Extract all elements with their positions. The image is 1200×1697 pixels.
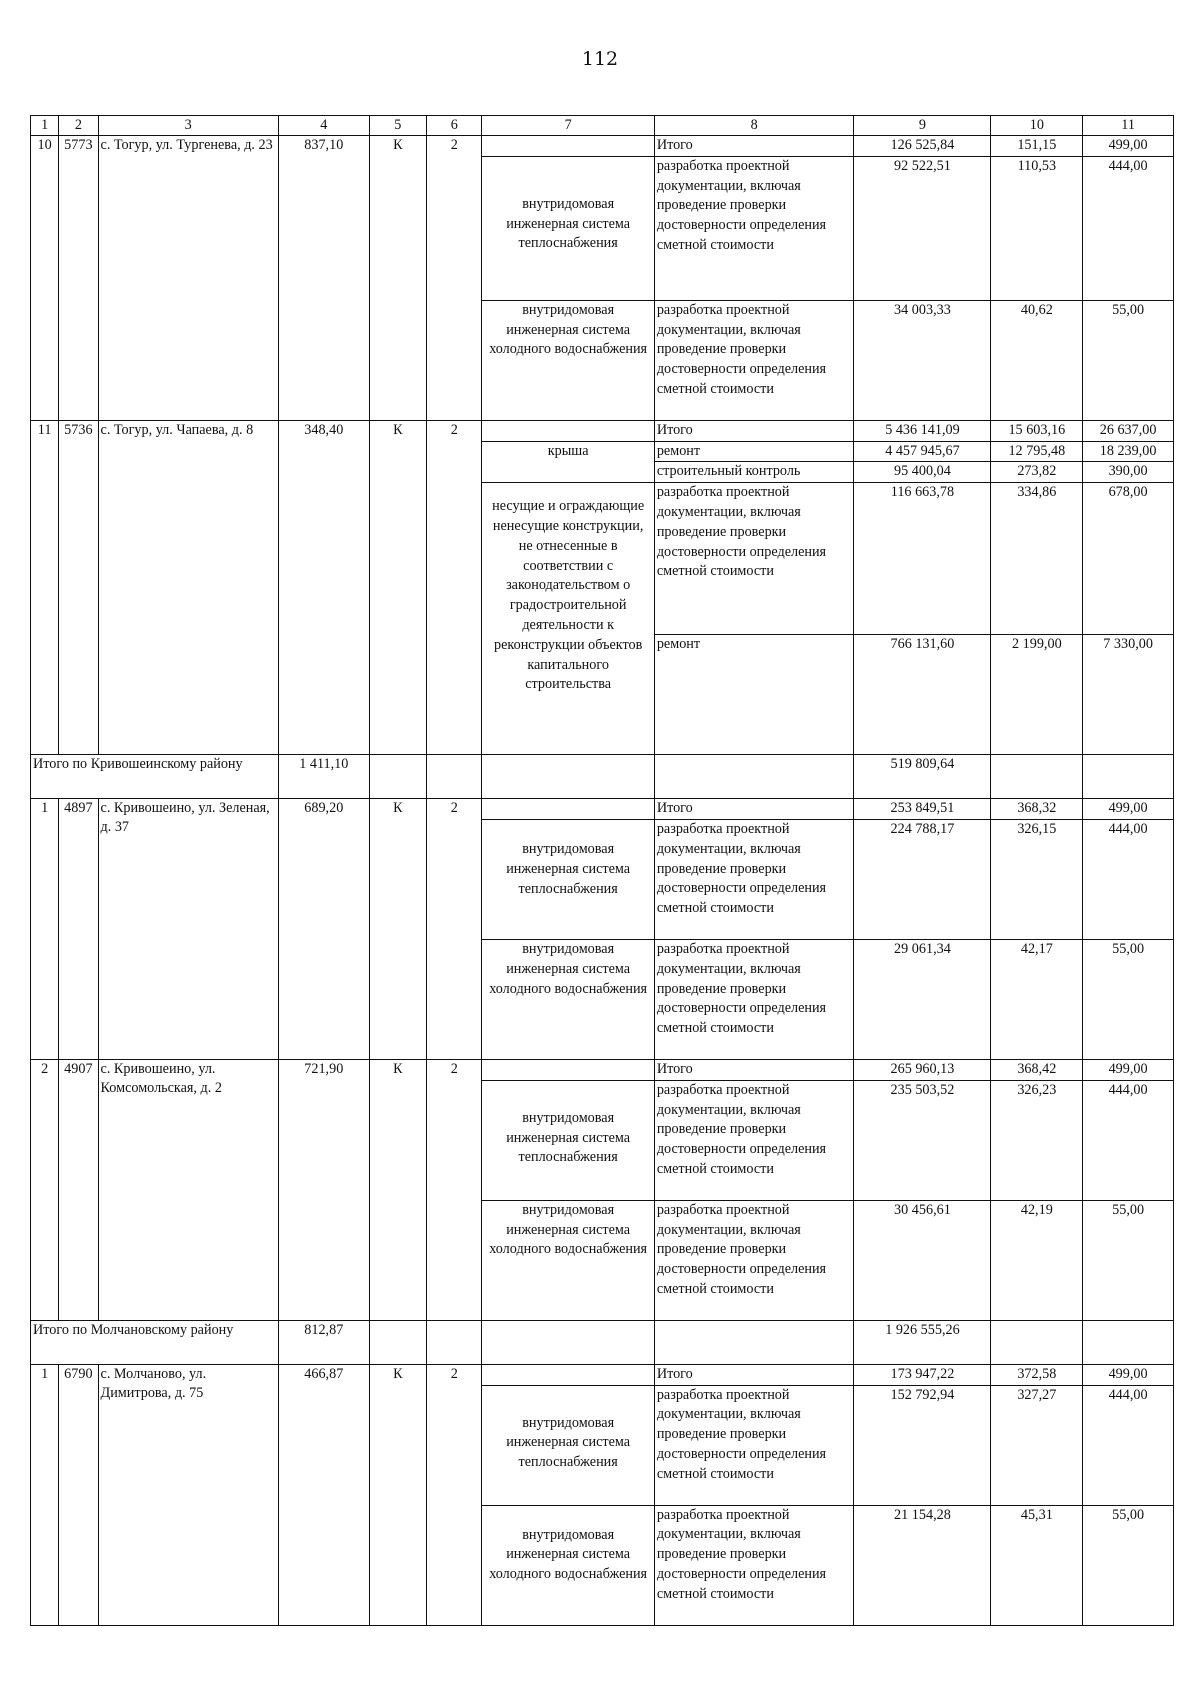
- empty-cell: [1083, 755, 1174, 799]
- cost-per-m2: 372,58: [991, 1364, 1083, 1385]
- element: внутридомовая инженерная система теплоснабжения: [482, 1080, 654, 1200]
- cost: 224 788,17: [854, 819, 991, 939]
- district-total-area: 812,87: [278, 1320, 369, 1364]
- col6-value: 2: [427, 1059, 482, 1320]
- header-row: [31, 116, 1174, 136]
- limit: 678,00: [1083, 483, 1174, 635]
- element: [482, 1364, 654, 1385]
- limit: 444,00: [1083, 819, 1174, 939]
- col-header: 11: [1083, 116, 1174, 136]
- limit: 26 637,00: [1083, 420, 1174, 441]
- element: внутридомовая инженерная система холодного водоснабжения: [482, 939, 654, 1059]
- row-number: 10: [31, 136, 59, 421]
- cost-per-m2: 368,32: [991, 799, 1083, 820]
- element: несущие и ограждающие ненесущие конструкции, не отнесенные в соответствии с законодательством о градостроительной деятельности к реконструкции объектов капитального строительства: [482, 483, 654, 755]
- work-type: разработка проектной документации, включая проведение проверки достоверности определения сметной стоимости: [654, 1080, 854, 1200]
- table-row: [31, 1364, 1174, 1385]
- table-row: [31, 420, 1174, 441]
- address: с. Тогур, ул. Тургенева, д. 23: [98, 136, 278, 421]
- cost-per-m2: 327,27: [991, 1385, 1083, 1505]
- limit: 7 330,00: [1083, 635, 1174, 755]
- cost: 265 960,13: [854, 1059, 991, 1080]
- work-type: разработка проектной документации, включая проведение проверки достоверности определения сметной стоимости: [654, 156, 854, 300]
- col-header: 9: [854, 116, 991, 136]
- table-row: [31, 799, 1174, 820]
- address: с. Тогур, ул. Чапаева, д. 8: [98, 420, 278, 754]
- district-total-area: 1 411,10: [278, 755, 369, 799]
- work-type: разработка проектной документации, включая проведение проверки достоверности определения сметной стоимости: [654, 1200, 854, 1320]
- district-total-sum: 519 809,64: [854, 755, 991, 799]
- work-type: строительный контроль: [654, 462, 854, 483]
- works-table: [30, 115, 1174, 1626]
- cost: 116 663,78: [854, 483, 991, 635]
- cost-per-m2: 42,17: [991, 939, 1083, 1059]
- limit: 444,00: [1083, 1080, 1174, 1200]
- work-type: разработка проектной документации, включая проведение проверки достоверности определения сметной стоимости: [654, 939, 854, 1059]
- cost-per-m2: 110,53: [991, 156, 1083, 300]
- cost-per-m2: 12 795,48: [991, 441, 1083, 462]
- col-header: 3: [98, 116, 278, 136]
- house-code: 5773: [59, 136, 98, 421]
- limit: 390,00: [1083, 462, 1174, 483]
- work-type: разработка проектной документации, включая проведение проверки достоверности определения сметной стоимости: [654, 483, 854, 635]
- cost-per-m2: 334,86: [991, 483, 1083, 635]
- limit: 499,00: [1083, 1059, 1174, 1080]
- table-row: [31, 1059, 1174, 1080]
- cost: 126 525,84: [854, 136, 991, 157]
- work-type: Итого: [654, 420, 854, 441]
- row-number: 1: [31, 799, 59, 1060]
- page-number: 112: [581, 48, 619, 70]
- element: [482, 1059, 654, 1080]
- limit: 444,00: [1083, 1385, 1174, 1505]
- row-number: 11: [31, 420, 59, 754]
- element: [482, 420, 654, 441]
- empty-cell: [654, 755, 854, 799]
- table-row: [31, 136, 1174, 157]
- district-total-row: [31, 1320, 1174, 1364]
- element: крыша: [482, 441, 654, 483]
- cost-per-m2: 15 603,16: [991, 420, 1083, 441]
- area: 466,87: [278, 1364, 369, 1625]
- cost: 92 522,51: [854, 156, 991, 300]
- work-type: разработка проектной документации, включая проведение проверки достоверности определения сметной стоимости: [654, 819, 854, 939]
- work-type: разработка проектной документации, включая проведение проверки достоверности определения сметной стоимости: [654, 1505, 854, 1625]
- limit: 55,00: [1083, 300, 1174, 420]
- cost-per-m2: 45,31: [991, 1505, 1083, 1625]
- element: внутридомовая инженерная система теплоснабжения: [482, 1385, 654, 1505]
- address: с. Кривошеино, ул. Зеленая, д. 37: [98, 799, 278, 1060]
- element: внутридомовая инженерная система холодного водоснабжения: [482, 1200, 654, 1320]
- col-header: 2: [59, 116, 98, 136]
- address: с. Кривошеино, ул. Комсомольская, д. 2: [98, 1059, 278, 1320]
- cost: 30 456,61: [854, 1200, 991, 1320]
- col6-value: 2: [427, 799, 482, 1060]
- row-number: 2: [31, 1059, 59, 1320]
- col-header: 4: [278, 116, 369, 136]
- empty-cell: [369, 755, 426, 799]
- limit: 18 239,00: [1083, 441, 1174, 462]
- empty-cell: [427, 1320, 482, 1364]
- col6-value: 2: [427, 136, 482, 421]
- type: К: [369, 136, 426, 421]
- district-total-sum: 1 926 555,26: [854, 1320, 991, 1364]
- cost-per-m2: 273,82: [991, 462, 1083, 483]
- work-type: ремонт: [654, 441, 854, 462]
- row-number: 1: [31, 1364, 59, 1625]
- cost: 21 154,28: [854, 1505, 991, 1625]
- element: внутридомовая инженерная система холодного водоснабжения: [482, 300, 654, 420]
- element: внутридомовая инженерная система холодного водоснабжения: [482, 1505, 654, 1625]
- type: К: [369, 799, 426, 1060]
- cost: 34 003,33: [854, 300, 991, 420]
- house-code: 6790: [59, 1364, 98, 1625]
- empty-cell: [427, 755, 482, 799]
- area: 689,20: [278, 799, 369, 1060]
- address: с. Молчаново, ул. Димитрова, д. 75: [98, 1364, 278, 1625]
- empty-cell: [654, 1320, 854, 1364]
- empty-cell: [991, 755, 1083, 799]
- district-total-label: Итого по Кривошеинскому району: [31, 755, 279, 799]
- cost-per-m2: 326,23: [991, 1080, 1083, 1200]
- house-code: 5736: [59, 420, 98, 754]
- cost-per-m2: 40,62: [991, 300, 1083, 420]
- cost: 5 436 141,09: [854, 420, 991, 441]
- limit: 55,00: [1083, 1505, 1174, 1625]
- limit: 499,00: [1083, 799, 1174, 820]
- cost: 173 947,22: [854, 1364, 991, 1385]
- col-header: 8: [654, 116, 854, 136]
- empty-cell: [482, 1320, 654, 1364]
- cost: 235 503,52: [854, 1080, 991, 1200]
- type: К: [369, 1364, 426, 1625]
- empty-cell: [369, 1320, 426, 1364]
- col6-value: 2: [427, 420, 482, 754]
- cost-per-m2: 42,19: [991, 1200, 1083, 1320]
- col-header: 1: [31, 116, 59, 136]
- cost: 253 849,51: [854, 799, 991, 820]
- limit: 55,00: [1083, 1200, 1174, 1320]
- col-header: 6: [427, 116, 482, 136]
- area: 721,90: [278, 1059, 369, 1320]
- work-type: разработка проектной документации, включая проведение проверки достоверности определения сметной стоимости: [654, 1385, 854, 1505]
- element: [482, 136, 654, 157]
- work-type: разработка проектной документации, включая проведение проверки достоверности определения сметной стоимости: [654, 300, 854, 420]
- work-type: Итого: [654, 799, 854, 820]
- work-type: ремонт: [654, 635, 854, 755]
- cost: 152 792,94: [854, 1385, 991, 1505]
- cost-per-m2: 368,42: [991, 1059, 1083, 1080]
- house-code: 4897: [59, 799, 98, 1060]
- element: внутридомовая инженерная система теплоснабжения: [482, 156, 654, 300]
- empty-cell: [1083, 1320, 1174, 1364]
- district-total-label: Итого по Молчановскому району: [31, 1320, 279, 1364]
- work-type: Итого: [654, 1059, 854, 1080]
- limit: 499,00: [1083, 1364, 1174, 1385]
- cost-per-m2: 326,15: [991, 819, 1083, 939]
- district-total-row: [31, 755, 1174, 799]
- cost: 95 400,04: [854, 462, 991, 483]
- element: внутридомовая инженерная система теплоснабжения: [482, 819, 654, 939]
- work-type: Итого: [654, 136, 854, 157]
- work-type: Итого: [654, 1364, 854, 1385]
- element: [482, 799, 654, 820]
- empty-cell: [991, 1320, 1083, 1364]
- cost: 766 131,60: [854, 635, 991, 755]
- empty-cell: [482, 755, 654, 799]
- area: 348,40: [278, 420, 369, 754]
- col-header: 5: [369, 116, 426, 136]
- cost-per-m2: 151,15: [991, 136, 1083, 157]
- limit: 444,00: [1083, 156, 1174, 300]
- cost: 29 061,34: [854, 939, 991, 1059]
- house-code: 4907: [59, 1059, 98, 1320]
- type: К: [369, 420, 426, 754]
- col6-value: 2: [427, 1364, 482, 1625]
- type: К: [369, 1059, 426, 1320]
- limit: 499,00: [1083, 136, 1174, 157]
- limit: 55,00: [1083, 939, 1174, 1059]
- col-header: 10: [991, 116, 1083, 136]
- cost: 4 457 945,67: [854, 441, 991, 462]
- cost-per-m2: 2 199,00: [991, 635, 1083, 755]
- col-header: 7: [482, 116, 654, 136]
- area: 837,10: [278, 136, 369, 421]
